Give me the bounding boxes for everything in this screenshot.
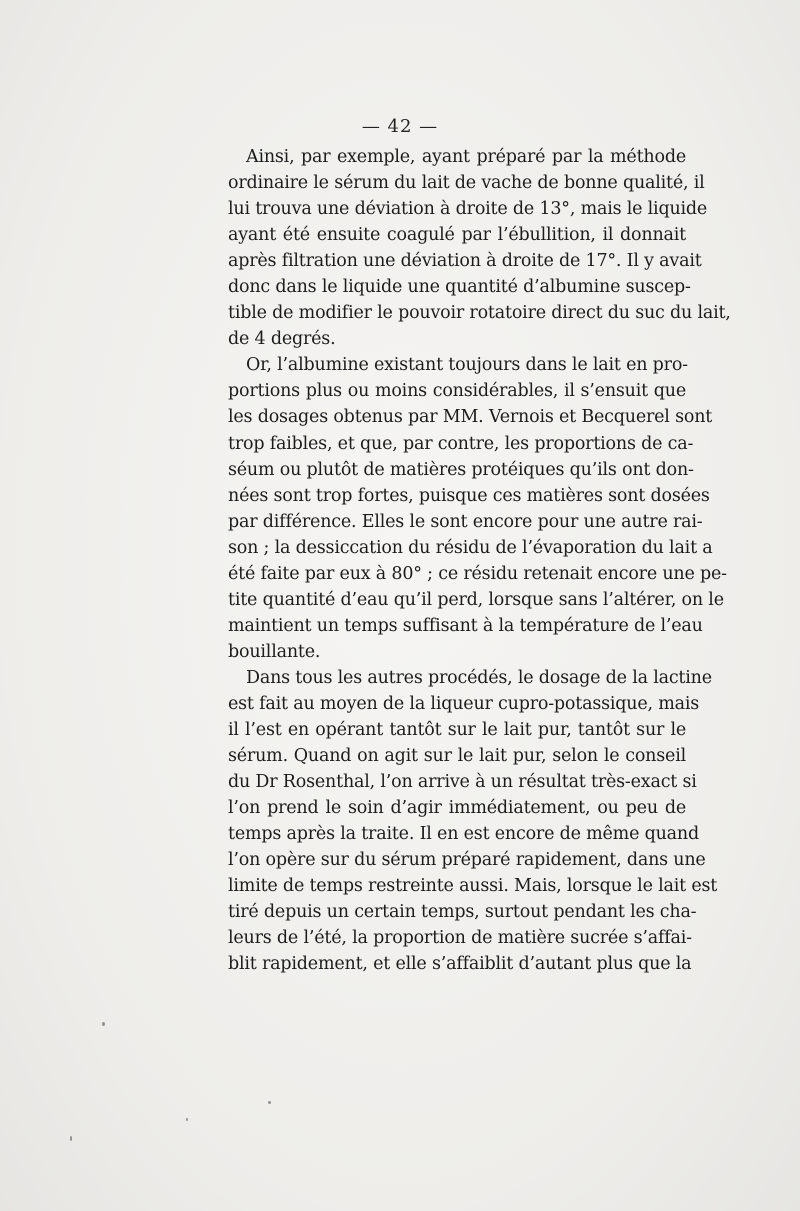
- text-line: blit rapidement, et elle s’affaiblit d’autant plus que la: [228, 954, 692, 975]
- text-line: Ainsi, par exemple, ayant préparé par la méthode: [246, 147, 686, 167]
- text-line: Or, l’albumine existant toujours dans le lait en pro-: [246, 355, 688, 376]
- text-line: été faite par eux à 80° ; ce résidu retenait encore une pe-: [228, 563, 727, 584]
- text-line: portions plus ou moins considérables, il s’ensuit que: [228, 381, 686, 402]
- text-line: du Dr Rosenthal, l’on arrive à un résultat très-exact si: [228, 772, 697, 793]
- text-line: temps après la traite. Il en est encore de même quand: [228, 824, 699, 845]
- text-line: il l’est en opérant tantôt sur le lait pur, tantôt sur le: [228, 720, 686, 741]
- text-line: de 4 degrés.: [228, 329, 336, 350]
- text-line: ordinaire le sérum du lait de vache de bonne qualité, il: [228, 173, 705, 194]
- text-line: l’on prend le soin d’agir immédiatement, ou peu de: [228, 798, 686, 819]
- text-line: est fait au moyen de la liqueur cupro-potassique, mais: [228, 693, 700, 714]
- text-line: bouillante.: [228, 641, 321, 662]
- text-line: les dosages obtenus par MM. Vernois et Becquerel sont: [228, 407, 713, 428]
- paper-speck: [268, 1101, 271, 1104]
- paper-speck: [186, 1118, 188, 1121]
- text-line: limite de temps restreinte aussi. Mais, lorsque le lait est: [228, 876, 718, 897]
- text-line: séum ou plutôt de matières protéiques qu’ils ont don-: [228, 459, 694, 480]
- text-line: par différence. Elles le sont encore pour une autre rai-: [228, 511, 703, 532]
- body-text: [228, 144, 731, 978]
- text-line: tible de modifier le pouvoir rotatoire direct du suc du lait,: [228, 303, 731, 324]
- text-line: ayant été ensuite coagulé par l’ébullition, il donnait: [228, 225, 686, 246]
- paper-speck: [102, 1022, 105, 1026]
- text-line: Dans tous les autres procédés, le dosage de la lactine: [246, 667, 712, 688]
- text-line: sérum. Quand on agit sur le lait pur, selon le conseil: [228, 746, 686, 767]
- text-line: tiré depuis un certain temps, surtout pendant les cha-: [228, 902, 697, 923]
- text-line: donc dans le liquide une quantité d’albumine suscep-: [228, 277, 691, 298]
- paper-speck: [70, 1136, 72, 1141]
- page-number: — 42 —: [361, 116, 439, 137]
- text-line: leurs de l’été, la proportion de matière sucrée s’affai-: [228, 928, 692, 949]
- text-line: nées sont trop fortes, puisque ces matières sont dosées: [228, 485, 710, 506]
- text-line: lui trouva une déviation à droite de 13°, mais le liquide: [228, 199, 708, 220]
- text-line: après filtration une déviation à droite de 17°. Il y avait: [228, 251, 702, 272]
- text-line: maintient un temps suffisant à la température de l’eau: [228, 615, 703, 636]
- text-line: l’on opère sur du sérum préparé rapidement, dans une: [228, 850, 706, 871]
- text-line: trop faibles, et que, par contre, les proportions de ca-: [228, 433, 694, 454]
- text-line: son ; la dessiccation du résidu de l’évaporation du lait a: [228, 537, 713, 558]
- text-line: tite quantité d’eau qu’il perd, lorsque sans l’altérer, on le: [228, 589, 724, 610]
